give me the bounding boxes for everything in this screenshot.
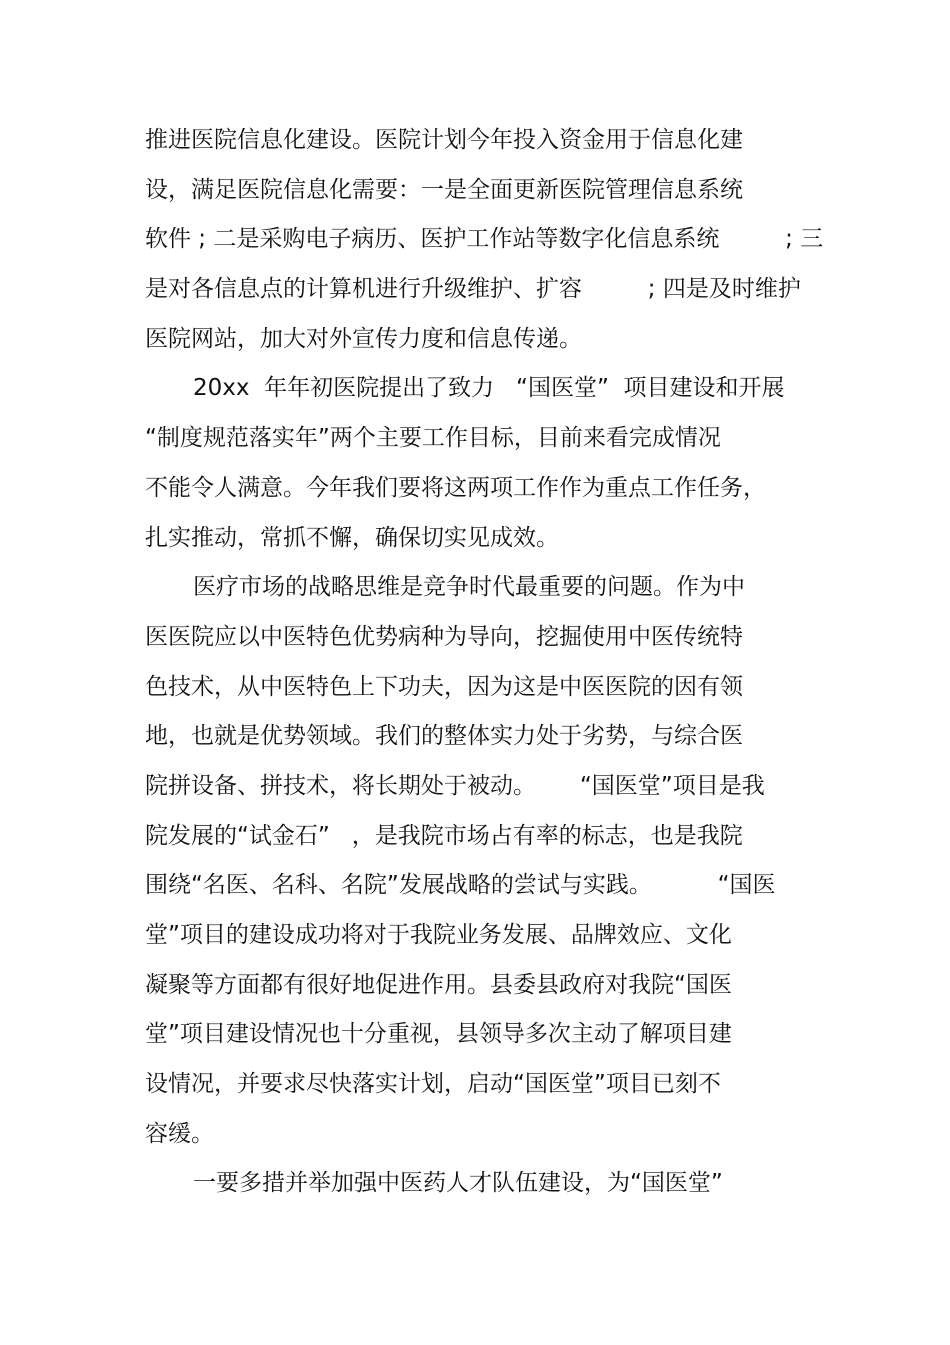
text-line: 院发展的“试金石” ，是我院市场占有率的标志，也是我院 [145, 822, 743, 849]
text-line: 医院网站，加大对外宣传力度和信息传递。 [145, 325, 582, 352]
text-line: 是对各信息点的计算机进行升级维护、扩容 ; 四是及时维护 [145, 276, 801, 303]
text-line: 20xx 年年初医院提出了致力 “国医堂” 项目建设和开展 [193, 375, 785, 402]
text-line: 地，也就是优势领域。我们的整体实力处于劣势，与综合医 [145, 723, 743, 750]
text-line: 院拼设备、拼技术，将长期处于被动。 “国医堂”项目是我 [145, 772, 765, 799]
text-line: 医疗市场的战略思维是竞争时代最重要的问题。作为中 [193, 574, 745, 601]
paragraph [145, 364, 825, 563]
text-line: 围绕“名医、名科、名院”发展战略的尝试与实践。 “国医 [145, 872, 776, 899]
text-line: 堂”项目建设情况也十分重视，县领导多次主动了解项目建 [145, 1021, 732, 1048]
text-line: 推进医院信息化建设。医院计划今年投入资金用于信息化建 [145, 127, 743, 153]
text-line: 堂”项目的建设成功将对于我院业务发展、品牌效应、文化 [145, 922, 732, 948]
text-line: “制度规范落实年”两个主要工作目标，目前来看完成情况 [145, 425, 721, 452]
text-line: 色技术，从中医特色上下功夫，因为这是中医医院的因有领 [145, 673, 743, 700]
paragraph [145, 116, 825, 364]
paragraph [145, 563, 825, 1159]
body-text [145, 116, 825, 1209]
text-line: 医医院应以中医特色优势病种为导向，挖掘使用中医传统特 [145, 623, 743, 650]
text-line: 扎实推动，常抓不懈，确保切实见成效。 [145, 524, 559, 551]
paragraph [145, 1159, 825, 1209]
text-line: 软件 ; 二是采购电子病历、医护工作站等数字化信息系统 ; 三 [145, 226, 824, 253]
text-line: 一要多措并举加强中医药人才队伍建设，为“国医堂” [193, 1170, 723, 1197]
text-line: 凝聚等方面都有很好地促进作用。县委县政府对我院“国医 [145, 971, 732, 998]
text-line: 不能令人满意。今年我们要将这两项工作作为重点工作任务， [145, 474, 766, 501]
text-line: 设情况，并要求尽快落实计划，启动“国医堂”项目已刻不 [145, 1071, 721, 1098]
text-line: 容缓。 [145, 1120, 214, 1147]
text-line: 设，满足医院信息化需要：一是全面更新医院管理信息系统 [145, 176, 743, 203]
